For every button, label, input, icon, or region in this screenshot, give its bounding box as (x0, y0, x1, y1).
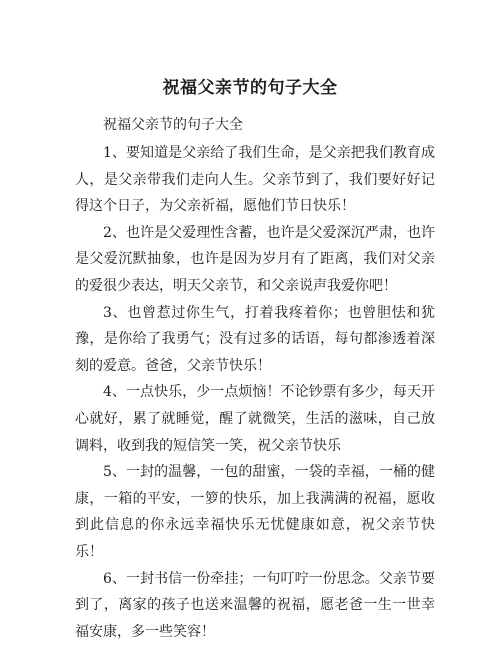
paragraph-4: 4、一点快乐，少一点烦恼！不论钞票有多少，每天开心就好，累了就睡觉，醒了就微笑，生活的滋味，自己放调料，收到我的短信笑一笑，祝父亲节快乐 (75, 379, 435, 459)
section-subtitle: 祝福父亲节的句子大全 (103, 114, 243, 134)
paragraph-1: 1、要知道是父亲给了我们生命，是父亲把我们教育成人，是父亲带我们走向人生。父亲节到了，我们要好好记得这个日子，为父亲祈福，愿他们节日快乐！ (75, 140, 435, 220)
paragraph-5: 5、一封的温馨，一包的甜蜜，一袋的幸福，一桶的健康，一箱的平安，一箩的快乐，加上我满满的祝福，愿收到此信息的你永远幸福快乐无忧健康如意，祝父亲节快乐！ (75, 459, 435, 565)
paragraph-2: 2、也许是父爱理性含蓄，也许是父爱深沉严肃，也许是父爱沉默抽象，也许是因为岁月有了距离，我们对父亲的爱很少表达，明天父亲节，和父亲说声我爱你吧！ (75, 220, 435, 300)
article-body (75, 140, 435, 645)
paragraph-6: 6、一封书信一份牵挂；一句叮咛一份思念。父亲节要到了，离家的孩子也送来温馨的祝福，愿老爸一生一世幸福安康，多一些笑容！ (75, 566, 435, 645)
paragraph-3: 3、也曾惹过你生气，打着我疼着你；也曾胆怯和犹豫，是你给了我勇气；没有过多的话语，每句都渗透着深刻的爱意。爸爸，父亲节快乐！ (75, 300, 435, 380)
page-title: 祝福父亲节的句子大全 (0, 73, 500, 98)
